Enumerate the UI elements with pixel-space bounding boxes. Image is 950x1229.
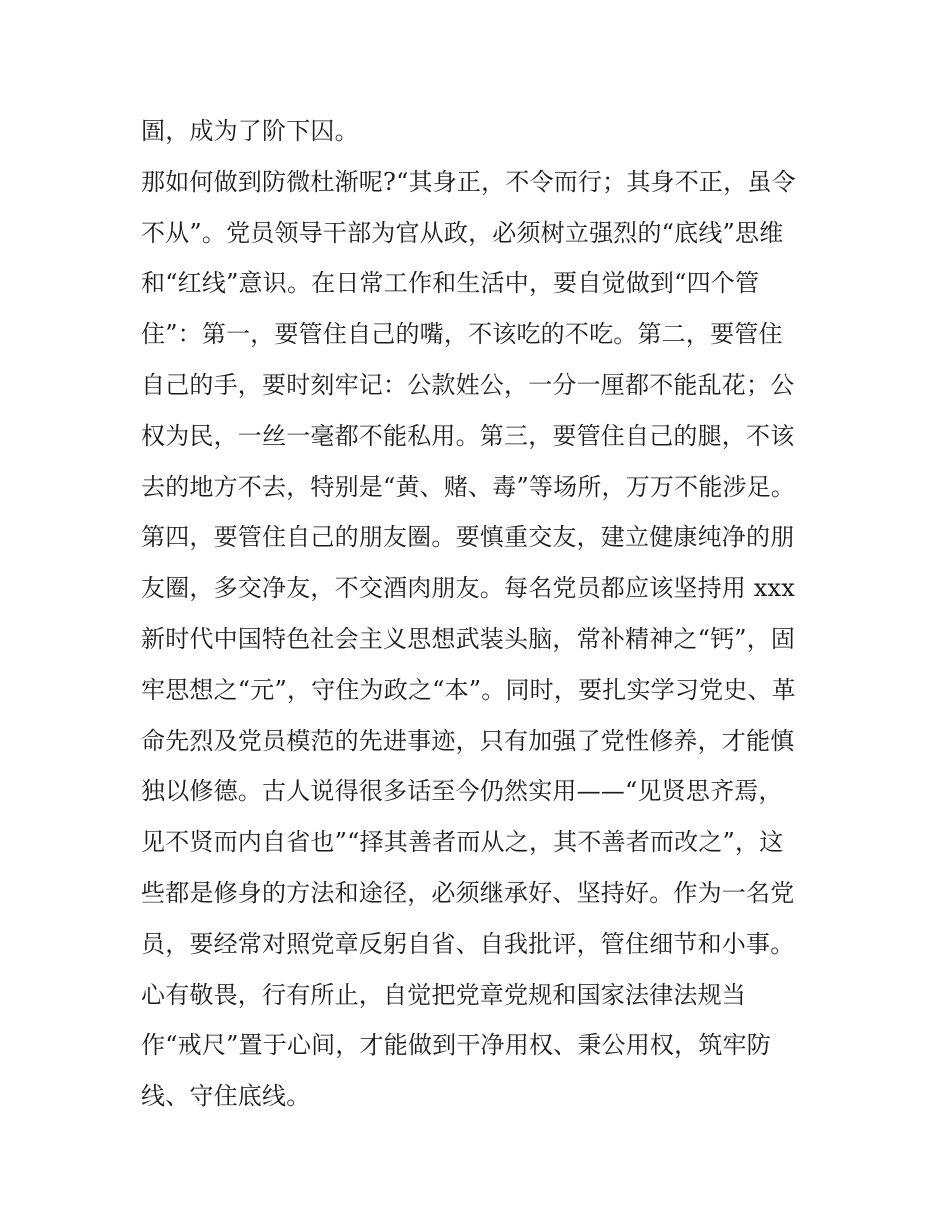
text-line-16: 些都是修身的方法和途径，必须继承好、坚持好。作为一名党 [141, 878, 795, 907]
text-line-1: 圄，成为了阶下囚。 [141, 117, 359, 145]
text-line-9: 第四，要管住自己的朋友圈。要慎重交友，建立健康纯净的朋 [141, 523, 795, 552]
text-line-15: 见不贤而内自省也”“择其善者而从之，其不善者而改之”，这 [141, 828, 784, 857]
text-line-18: 心有敬畏，行有所止，自觉把党章党规和国家法律法规当 [141, 980, 746, 1009]
text-line-10: 友圈，多交净友，不交酒肉朋友。每名党员都应该坚持用 xxx [141, 574, 796, 603]
text-line-14: 独以修德。古人说得很多话至今仍然实用——“见贤思齐焉， [141, 777, 783, 806]
text-line-20: 线、守住底线。 [141, 1082, 311, 1111]
text-line-12: 牢思想之“元”，守住为政之“本”。同时，要扎实学习党史、革 [141, 675, 796, 704]
text-line-19: 作“戒尺”置于心间，才能做到干净用权、秉公用权，筑牢防 [141, 1031, 771, 1060]
text-line-5: 住”：第一，要管住自己的嘴，不该吃的不吃。第二，要管住 [141, 320, 783, 349]
text-line-11: 新时代中国特色社会主义思想武装头脑，常补精神之“钙”，固 [141, 624, 796, 653]
text-line-7: 权为民，一丝一毫都不能私用。第三，要管住自己的腿，不该 [141, 421, 795, 450]
text-line-6: 自己的手，要时刻牢记：公款姓公，一分一厘都不能乱花；公 [141, 370, 795, 399]
text-line-8: 去的地方不去，特别是“黄、赌、毒”等场所，万万不能涉足。 [141, 472, 796, 501]
text-line-13: 命先烈及党员模范的先进事迹，只有加强了党性修养，才能慎 [141, 726, 795, 755]
text-line-4: 和“红线”意识。在日常工作和生活中，要自觉做到“四个管 [141, 269, 760, 298]
text-line-3: 不从”。党员领导干部为官从政，必须树立强烈的“底线”思维 [141, 218, 784, 247]
body-text [141, 106, 821, 1122]
text-line-17: 员，要经常对照党章反躬自省、自我批评，管住细节和小事。 [141, 929, 795, 958]
text-line-2: 那如何做到防微杜渐呢?“其身正，不令而行；其身不正，虽令 [141, 167, 796, 196]
